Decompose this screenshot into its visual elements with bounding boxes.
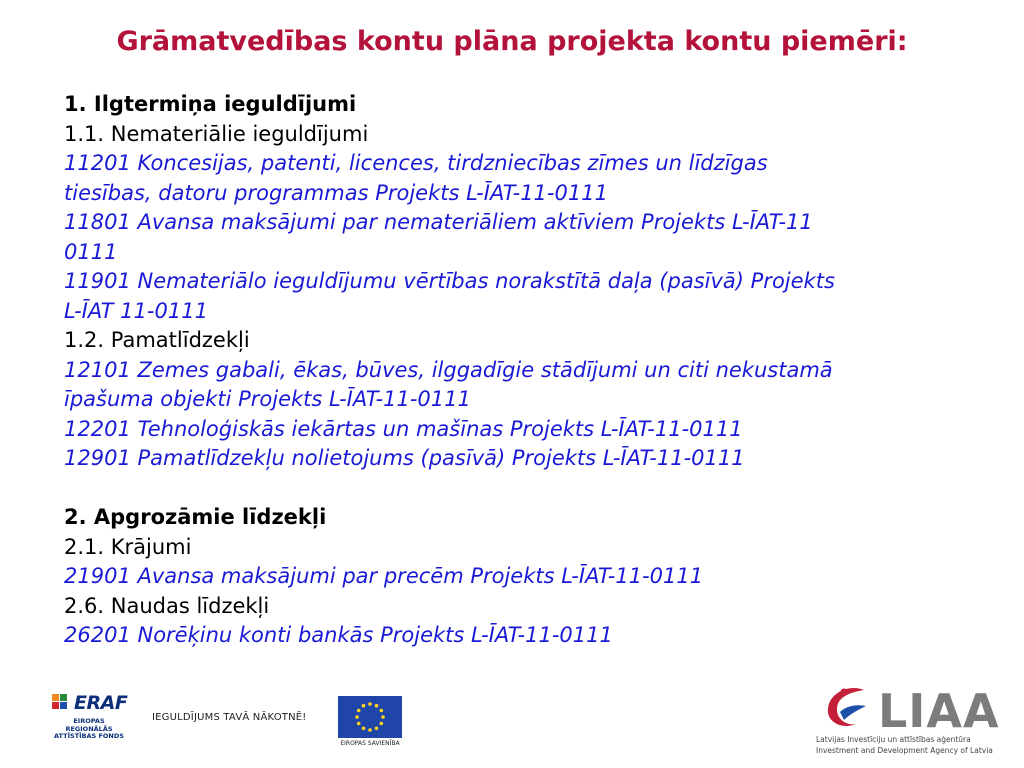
eraf-square-icon [60, 702, 67, 709]
subsection-heading: 1.1. Nemateriālie ieguldījumi [64, 121, 369, 146]
subsection-heading: 1.2. Pamatlīdzekļi [64, 328, 250, 352]
eu-star-icon [380, 709, 384, 713]
account-line: 12101 Zemes gabali, ēkas, būves, ilggadīgie stādījumi un citi nekustamā [64, 357, 833, 382]
account-line: 11901 Nemateriālo ieguldījumu vērtības norakstītā daļa (pasīvā) Projekts [64, 269, 835, 293]
liaa-subtitle-lv: Latvijas Investīciju un attīstības aģentūra [816, 735, 971, 744]
eraf-name: ERAF [74, 692, 128, 714]
eraf-logo [52, 692, 142, 741]
eu-star-icon [381, 715, 385, 719]
account-line: 11801 Avansa maksājumi par nemateriāliem aktīviem Projekts L-ĪAT-11 [64, 210, 813, 234]
eraf-square-icon [52, 694, 59, 701]
account-line: 12901 Pamatlīdzekļu nolietojums (pasīvā) Projekts L-ĪAT-11-0111 [64, 446, 745, 470]
page-title: Grāmatvedības kontu plāna projekta kontu piemēri: [116, 26, 908, 57]
subsection-heading: 2.6. Naudas līdzekļi [64, 593, 270, 618]
liaa-name: LIAA [878, 684, 1000, 738]
liaa-swirl-icon [820, 682, 876, 732]
account-line: 11201 Koncesijas, patenti, licences, tirdzniecības zīmes un līdzīgas [64, 151, 768, 175]
eu-star-icon [357, 722, 361, 726]
subsection-heading: 2.1. Krājumi [64, 534, 192, 559]
liaa-logo [814, 680, 1014, 768]
eu-star-icon [368, 728, 372, 732]
account-line: tiesības, datoru programmas Projekts L-ĪAT-11-0111 [64, 180, 608, 205]
account-list [64, 90, 994, 651]
eraf-subtitle: EIROPAS REĢIONĀLĀS ATTĪSTĪBAS FONDS [54, 717, 124, 740]
account-line: 26201 Norēķinu konti bankās Projekts L-ĪAT-11-0111 [64, 623, 613, 647]
account-line: 12201 Tehnoloģiskās iekārtas un mašīnas Projekts L-ĪAT-11-0111 [64, 416, 743, 441]
eu-star-icon [362, 704, 366, 708]
eraf-square-icon [60, 694, 67, 701]
eu-star-icon [368, 702, 372, 706]
account-line: īpašuma objekti Projekts L-ĪAT-11-0111 [64, 387, 471, 411]
account-line: 0111 [64, 239, 118, 264]
spacer [64, 474, 994, 504]
eu-star-icon [357, 709, 361, 713]
slogan: IEGULDĪJUMS TAVĀ NĀKOTNĒ! [152, 712, 307, 723]
account-line: L-ĪAT 11-0111 [64, 298, 208, 323]
eu-caption: EIROPAS SAVIENĪBA [340, 740, 400, 747]
footer [0, 680, 1024, 768]
eu-star-icon [355, 715, 359, 719]
section-heading: 1. Ilgtermiņa ieguldījumi [64, 92, 357, 116]
eu-star-icon [375, 704, 379, 708]
eu-logo [338, 696, 402, 747]
eu-star-icon [362, 727, 366, 731]
eu-star-icon [380, 722, 384, 726]
section-heading: 2. Apgrozāmie līdzekļi [64, 505, 327, 529]
account-line: 21901 Avansa maksājumi par precēm Projekts L-ĪAT-11-0111 [64, 564, 704, 588]
eu-star-icon [375, 727, 379, 731]
eraf-square-icon [52, 702, 59, 709]
eu-flag-icon [338, 696, 402, 738]
liaa-subtitle-en: Investment and Development Agency of Latvia [816, 746, 993, 755]
